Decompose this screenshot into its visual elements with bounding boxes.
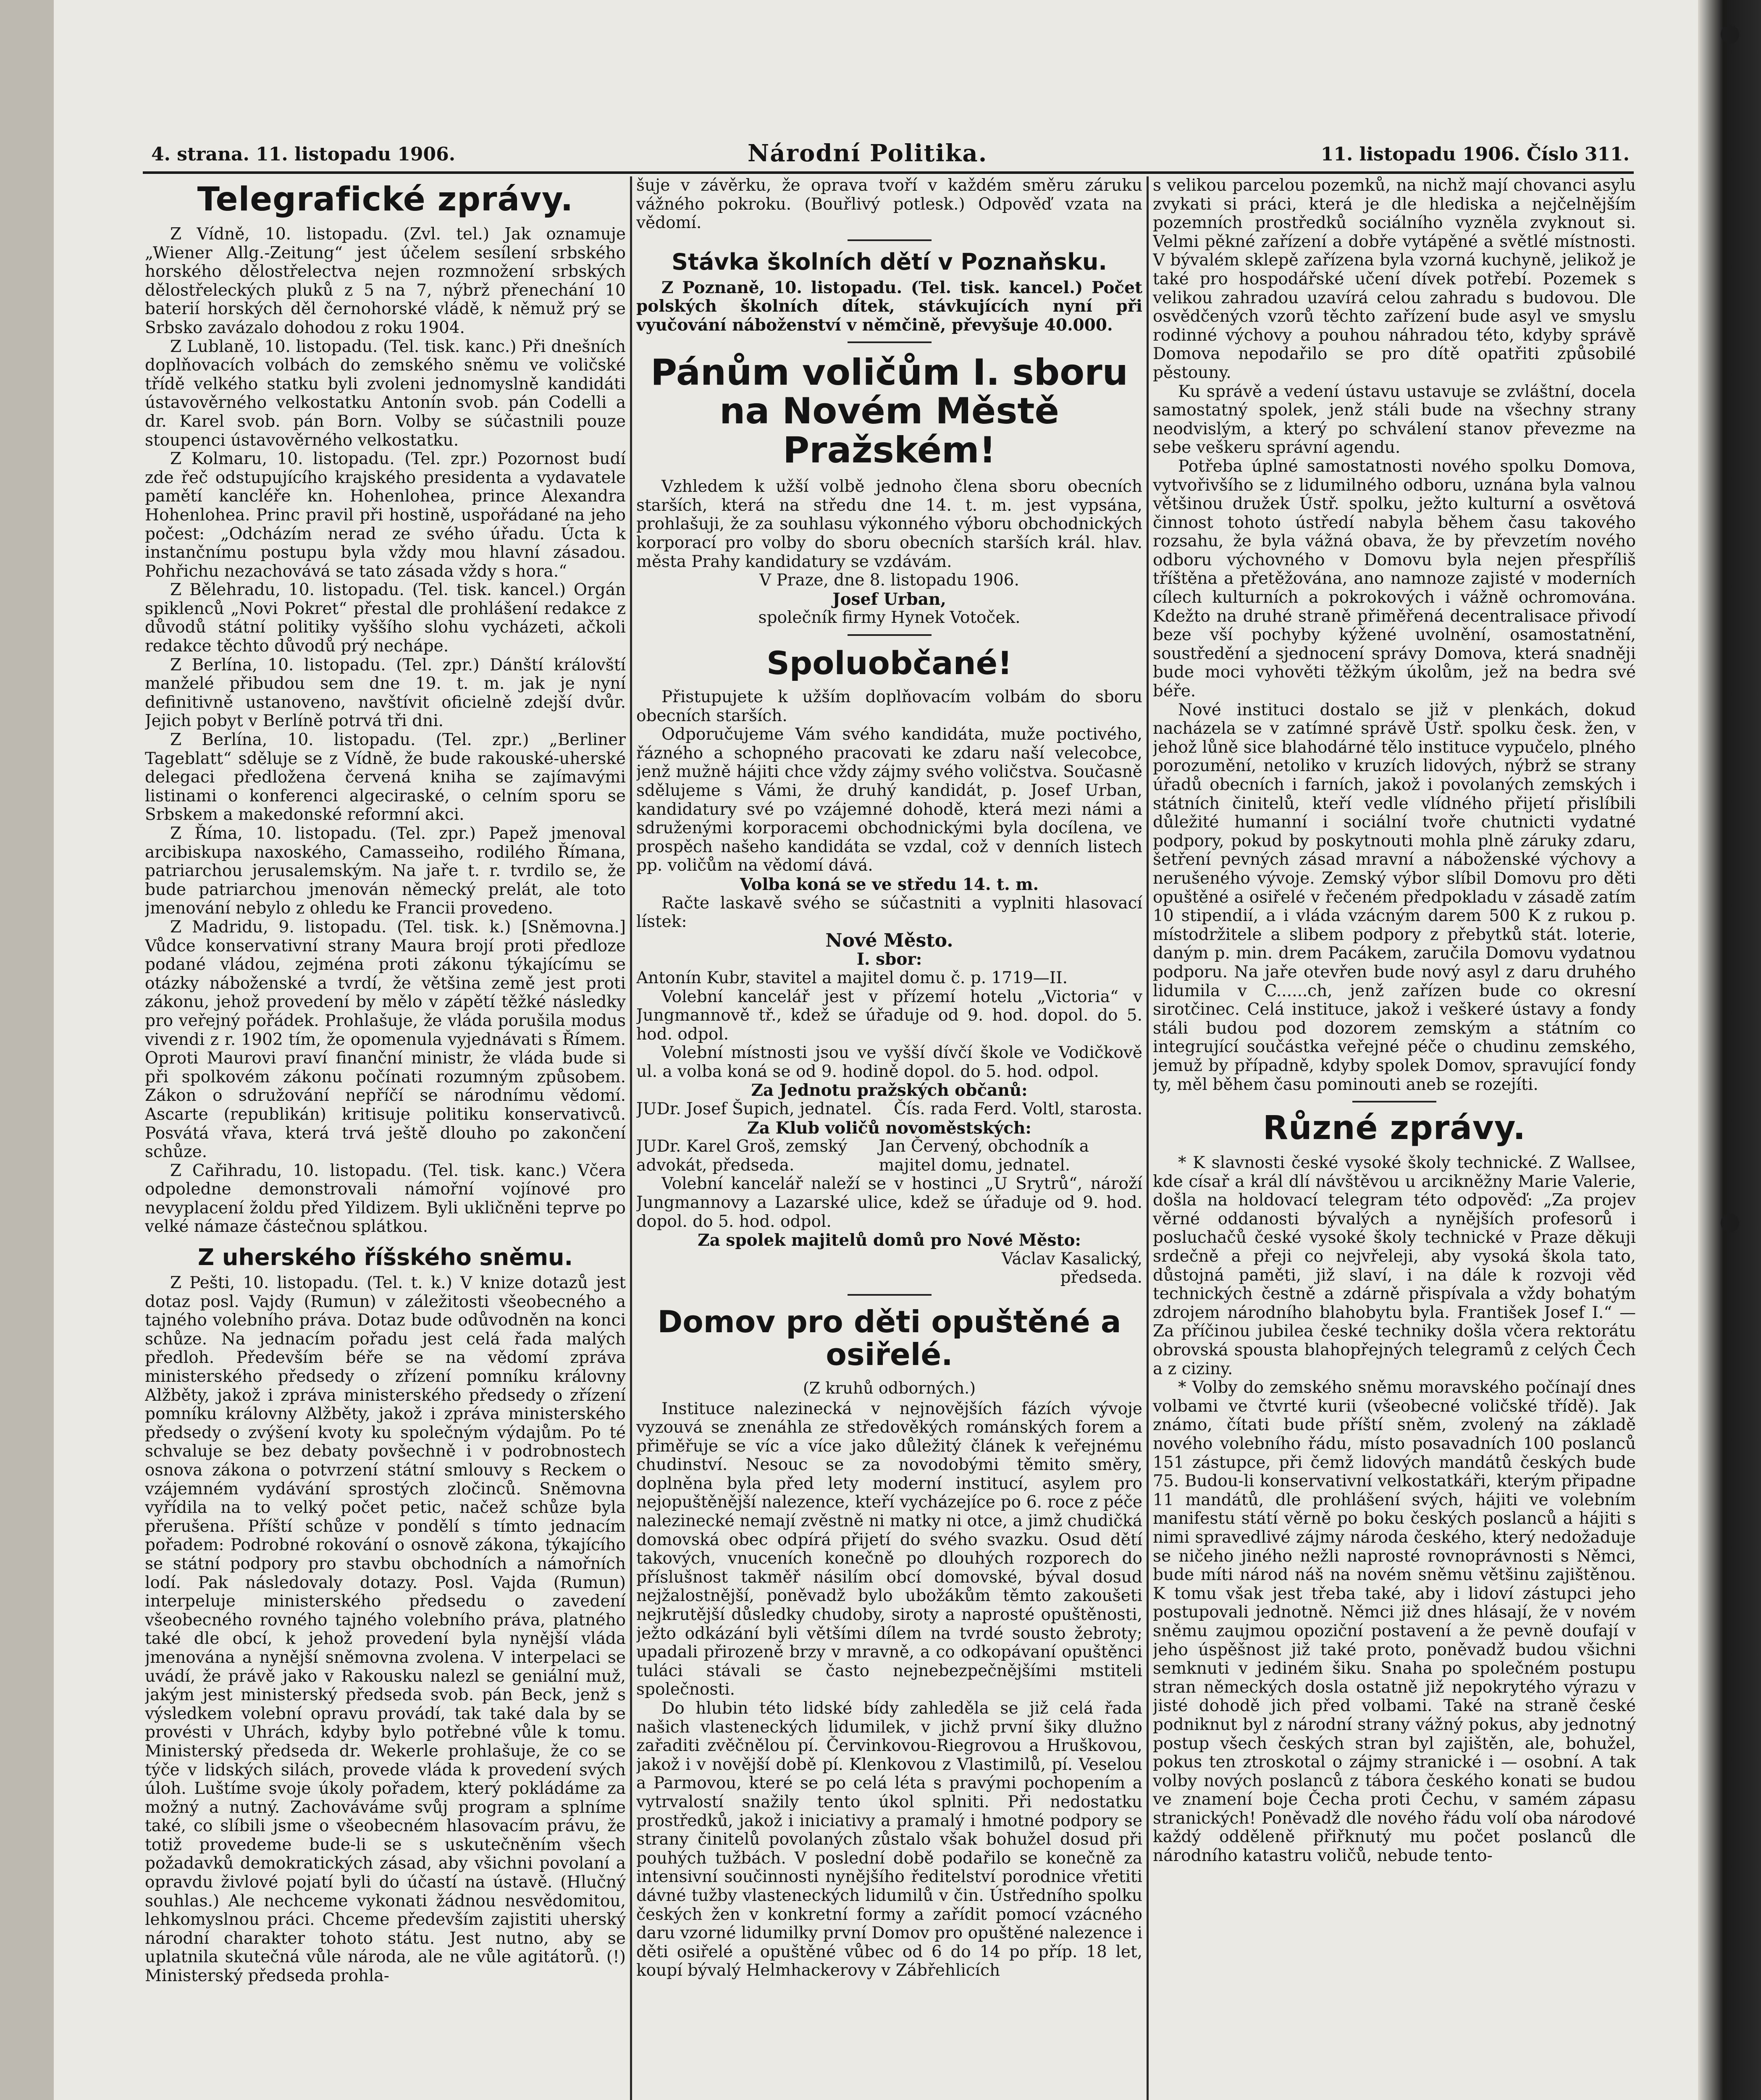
article-paragraph: Z Bělehradu, 10. listopadu. (Tel. tisk. kancel.) Orgán spiklenců „Novi Pokret“ přestal dle prohlášení redakce z důvodů státní politiky vyššího slohu vycházeti, ačkoli redakce těchto důvodů prý nechápe.	[145, 580, 626, 656]
article-paragraph: Volební kancelář jest v přízemí hotelu „Victoria“ v Jungmannově tř., kdež se úřaduje od 9. hod. dopol. do 5. hod. odpol.	[636, 987, 1142, 1044]
section-title-hungarian-diet: Z uherského říšského sněmu.	[198, 1244, 573, 1271]
article-paragraph: Vzhledem k užší volbě jednoho člena sboru obecních starších, která na středu dne 14. t. m. jest vypsána, prohlašuji, že za souhlasu výkonného výboru obchodnických korporací pro volby do sboru obecních starších král. hlav. města Prahy kandidatury se vzdávám.	[636, 477, 1142, 571]
article-paragraph: šuje v závěrku, že oprava tvoří v každém směru záruku vážného pokroku. (Bouřlivý potlesk.) Odpověď vzata na vědomí.	[636, 176, 1142, 233]
signature-name: Josef Urban,	[832, 589, 946, 609]
article-paragraph: Z Madridu, 9. listopadu. (Tel. tisk. k.) [Sněmovna.] Vůdce konservativní strany Maura brojí proti předloze podané vládou, zejména proti zákonu týkajícímu se otázky náboženské a tvrdí, že většina země jest proti zákonu, jehož provedení by mělo v zápětí těžké následky pro veřejný pořádek. Prohlašuje, že vláda porušila modus vivendi z r. 1902 tím, že opomenula vyjednávati s Římem. Oproti Maurovi praví finanční ministr, že vláda bude si při spolkovém zákonu počínati rozumným způsobem. Zákon o sdružování nepříčí se národnímu vědomí. Ascarte (republikán) kritisuje politiku konservativců. Posvátá vřava, která trvá ještě dlouho po zakončení schůze.	[145, 917, 626, 1162]
election-date: Volba koná se ve středu 14. t. m.	[740, 874, 1039, 894]
signatory-left: JUDr. Josef Šupich, jednatel.	[636, 1100, 872, 1119]
article-paragraph: Instituce nalezinecká v nejnovějších fázích vývoje vyzouvá se znenáhla ze středověkých románských forem a přiměřuje se víc a více jako důležitý článek k veřejnému chudinství. Nesouc se za novodobými těmito směry, doplněna byla před lety moderní institucí, asylem pro nejopuštěnější nalezence, kteří vycházejíce po 6. roce z péče nalezinecké nemají zvěstně ni matky ni otce, a jimž chudičká domovská obec odpírá přijetí do svého svazku. Osud dětí takových, vnuceních konečně po dlouhých rozporech do příslušnost takměř násilím obcí domovské, býval dosud nejžalostnější, poněvadž bylo ubožákům těmto zakoušeti nejkrutější důsledky chudoby, siroty a naprosté opuštěnosti, ježto odkázání byli většími dílem na tvrdé sousto žebroty; upadali přirozeně brzy v mravně, a co odkopávaní opuštěnci tuláci stávali se často nejnebezpečnějšími mstiteli společnosti.	[636, 1399, 1142, 1699]
article-paragraph: * Volby do zemského sněmu moravského počínají dnes volbami ve čtvrté kurii (všeobecné voličské třídě). Jak známo, čítati bude příští sněm, zvolený na základě nového volebního řádu, místo posavadních 100 poslanců 151 zástupce, při čemž lidových mandátů českých bude 75. Budou-li konservativní velkostatkáři, kterým připadne 11 mandátů, dle prohlášení svých, hájiti ve volebním manifestu státí věrně po boku českých poslanců a hájiti s nimi spravedlivé zájmy národa českého, který nedožaduje se ničeho jiného nežli naprosté rovnoprávnosti s Němci, bude míti národ náš na novém sněmu většinu zajištěnou. K tomu však jest třeba také, aby i lidoví zástupci jeho postupovali jednotně. Němci již dnes hlásají, že v novém sněmu zaujmou opoziční postavení a že pevně doufají v jeho úspěšnost již také proto, poněvadž budou všichni semknuti v jediném šiku. Snaha po společném postupu stran německých dosla ostatně již nepokrytého výrazu v jisté dohodě jich před volbami. Také na straně české podniknut byl z národní strany vážný pokus, aby jednotný postup všech českých stran byl zajištěn, ale, bohužel, pokus ten ztroskotal o zájmy stranické i — osobní. A tak volby nových poslanců z tábora českého konati se budou ve znamení boje Čecha proti Čechu, v samém zápasu stranických! Poněvadž dle nového řádu volí oba národové každý odděleně přiřknutý mu počet poslanců dle národního katastru voličů, nebude tento-	[1153, 1378, 1636, 1866]
signatory-right: Jan Červený, obchodník a majitel domu, jednatel.	[879, 1137, 1089, 1175]
signatories	[636, 1100, 1142, 1119]
section-title-orphan-home: Domov pro děti opuštěné a osiřelé.	[657, 1304, 1121, 1372]
article-paragraph: Ku správě a vedení ústavu ustavuje se zvláštní, docela samostatný spolek, jenž stáli bude na všechny strany neodvislým, a který po schválení stanov převezme na sebe veškeru správní agendu.	[1153, 382, 1636, 457]
header-issue: 11. listopadu 1906. Číslo 311.	[1320, 144, 1630, 165]
article-paragraph: * K slavnosti české vysoké školy technické. Z Wallsee, kde císař a král dlí návštěvou u arcikněžny Marie Valerie, došla na holdovací telegram této odpověď: „Za projev věrné oddanosti bývalých a nynějších profesorů i posluchačů české vysoké školy technické v Praze děkuji srdečně a přeji co nejvřeleji, aby vysoká škola tato, důstojná paměti, již slaví, i na dále k rozvoji věd technických čestně a zdárně přispívala a vždy bohatým zdrojem národního blahobytu byla. František Josef I.“ — Za příčinou jubilea české techniky došla včera rektorátu obrovská spousta blahopřejných telegramů z celých Čech a z ciziny.	[1153, 1153, 1636, 1378]
divider	[848, 239, 932, 241]
section-title-citizens: Spoluobčané!	[766, 644, 1012, 682]
divider	[848, 634, 932, 636]
section-title-voters-appeal: Pánům voličům I. sboru na Novém Městě Pražském!	[651, 351, 1128, 472]
article-paragraph: Z Berlína, 10. listopadu. (Tel. zpr.) Dánští královští manželé přibudou sem dne 19. t. m. jak je nyní definitivně ustanoveno, navštívit oficielně zdejší dvůr. Jejich pobyt v Berlíně potrvá tři dni.	[145, 655, 626, 731]
column-3	[1153, 176, 1636, 2100]
article-paragraph: Potřeba úplné samostatnosti nového spolku Domova, vytvořivšího se z lidumilného odboru, uznána byla valnou většinou družek Ústř. spolku, ježto kulturní a osvětová činnost tohoto ústředí nabyla během času takového rozsahu, že byla vážná obava, že by převzetím nového odboru výchovného v Domovu byla nejen přespříliš tříštěna a přetěžována, ano namnoze zajisté v moderních cílech kulturních a pokrokových i vážně ochromována. Kdežto na druhé straně přiměřená decentralisace přivodí beze vší pochyby kýžené uvolnění, osamostatnění, soustředění a sjednocení správy Domova, která snadněji bude moci vyhověti těžkým úkolům, jež na bedra své béře.	[1153, 457, 1636, 701]
masthead-title: Národní Politika.	[748, 139, 988, 167]
article-paragraph: Z Poznaně, 10. listopadu. (Tel. tisk. kancel.) Počet polských školních dítek, stávkujících nyní při vyučování náboženství v němčině, převyšuje 40.000.	[636, 278, 1142, 335]
header-page-date: 4. strana. 11. listopadu 1906.	[151, 144, 456, 165]
article-paragraph: Račte laskavě svého se súčastniti a vyplniti hlasovací lístek:	[636, 893, 1142, 932]
scan-right-margin	[1698, 0, 1761, 2100]
signatory-org: Za Klub voličů novoměstských:	[747, 1118, 1031, 1138]
voting-body: I. sbor:	[856, 950, 922, 969]
article-paragraph: Z Vídně, 10. listopadu. (Zvl. tel.) Jak oznamuje „Wiener Allg.-Zeitung“ jest účelem sesílení srbského horského dělostřelectva nejen rozmnožení srbských dělostřeleckých pluků z 5 na 7, nýbrž přenechání 10 baterií horských děl černohorské vládě, k němuž prý se Srbsko zavázalo dohodou z roku 1904.	[145, 225, 626, 337]
column-2	[636, 176, 1142, 2100]
signatory-right: Čís. rada Ferd. Voltl, starosta.	[894, 1100, 1142, 1119]
article-paragraph: Odporučujeme Vám svého kandidáta, muže poctivého, řázného a schopného pracovati ke zdaru naší velecobce, jenž mužně hájiti chce vždy zájmy svého voličstva. Současně sdělujeme s Vámi, že druhý kandidát, p. Josef Urban, kandidatury své po vzájemné dohodě, která mezi námi a sdruženými korporacemi obchodnickými byla docílena, ve prospěch našeho kandidáta se vzdal, což v denních listech pp. voličům na vědomí dává.	[636, 725, 1142, 875]
article-paragraph: Volební kancelář naleží se v hostinci „U Srytrů“, nároží Jungmannovy a Lazarské ulice, kdež se úřaduje od 9. hod. dopol. do 5. hod. odpol.	[636, 1174, 1142, 1231]
article-subtitle: (Z kruhů odborných.)	[803, 1378, 976, 1397]
signatory-left: JUDr. Karel Groš, zemský advokát, předseda.	[636, 1137, 848, 1175]
scan-left-margin	[0, 0, 54, 2100]
binding-hole	[1721, 1214, 1739, 1232]
page-header	[151, 135, 1630, 169]
article-paragraph: Z Říma, 10. listopadu. (Tel. zpr.) Papež jmenoval arcibiskupa naxoského, Camasseiho, rodilého Římana, patriarchou jerusalemským. Na jaře t. r. tvrdilo se, že bude patriarchou jmenován německý prelát, ale toto jmenování nebylo z ohledu ke Francii provedeno.	[145, 824, 626, 918]
article-paragraph: Přistupujete k užším doplňovacím volbám do sboru obecních starších.	[636, 688, 1142, 725]
column-1	[145, 176, 626, 2100]
article-paragraph: Volební místnosti jsou ve vyšší dívčí škole ve Vodičkově ul. a volba koná se od 9. hodině dopol. do 5. hod. odpol.	[636, 1043, 1142, 1081]
signatory-org: Za Jednotu pražských občanů:	[751, 1081, 1028, 1100]
section-title-telegrams: Telegrafické zprávy.	[197, 181, 574, 218]
candidate: Antonín Kubr, stavitel a majitel domu č. p. 1719—II.	[636, 968, 1068, 987]
article-paragraph: Nové instituci dostalo se již v plenkách, dokud nacházela se v zatímné správě Ústř. spolku česk. žen, v jehož lůně sice blahodárné tělo instituce vypučelo, plného porozumění, netoliko v kruzích lidových, nýbrž se strany úřadů obecních i farních, jakož i povolaných zemských i státních činitelů, kteří vedle vlídného přijetí přislíbili důležité humanní i sociální tvoře chutnicti vydatné podpory, pokud by poskytnouti mohla plně záruky zdaru, šetření pevných zásad mravní a náboženské výchovy a nerušeného vývoje. Zemský výbor slíbil Domovu pro děti opuštěné a osiřelé v řečeném předpokladu v zásadě zatím 10 stipendií, a i vláda vzácným darem 500 K z rukou p. místodržitele a slibem podpory z přebytků stát. loterie, daným p. min. drem Pacákem, zaručila Domovu vydatnou podporu. Na jaře otevřen bude nový asyl z daru druhého lidumila v C......ch, jenž zařízen bude co okresní sirotčinec. Celá instituce, jakož i veškeré ústavy a fondy stáli budou pod dozorem zemským a státním co integrující součástka veřejné péče o chudinu zemského, jemuž by případně, kdyby spolek Domov, spravující fondy ty, měl během času pominouti aneb se rozejíti.	[1153, 700, 1636, 1094]
signatories	[636, 1137, 1142, 1175]
binding-hole	[1721, 25, 1739, 44]
column-divider	[1147, 176, 1149, 2100]
district-name: Nové Město.	[825, 929, 953, 951]
header-rule	[143, 171, 1634, 174]
signatory-title: předseda.	[1060, 1268, 1142, 1287]
article-paragraph: Z Cařihradu, 10. listopadu. (Tel. tisk. kanc.) Včera odpoledne demonstrovali námořní vojínové pro nevyplacení žoldu před Yildizem. Byli ukličněni teprve po velké námaze částečnou splátkou.	[145, 1161, 626, 1236]
article-paragraph: Z Pešti, 10. listopadu. (Tel. t. k.) V knize dotazů jest dotaz posl. Vajdy (Rumun) v záležitosti všeobecného a tajného volebního práva. Dotaz bude odůvodněn na konci schůze. Na jednacím pořadu jest celá řada malých předloh. Především béře se na vědomí zpráva ministerského předsedy o zřízení pomníku královny Alžběty, jakož i zpráva ministerského předsedy o zřízení pomníku královny Alžběty, jakož i zpráva ministerského předsedy o zvýšení kvoty ku společným výdajům. Po té schvaluje se bez debaty povšechně i v podrobnostech osnova zákona o potvrzení státní smlouvy s Reckem o vzájemném vydávání sprostých zločinců. Sněmovna vyřídila na to velký počet petic, načež schůze byla přerušena. Příští schůze v pondělí s tímto jednacím pořadem: Podrobné rokování o osnově zákona, týkajícího se státní podpory pro stavbu obchodních a námořních lodí. Pak následovaly dotazy. Posl. Vajda (Rumun) interpeluje ministerského předsedu o zavedení všeobecného rovného tajného volebního práva, platného také dle obcí, k jehož provedení byla nynější vláda jmenována a nynější sněmovna zvolena. V interpelaci se uvádí, že právě jako v Rakousku nalezl se geniální muž, jakým jest ministerský předseda svob. pán Beck, jenž s výsledkem volební opravu provádí, tak také dala by se provésti v Uhrách, kdyby bylo potřebné vůle k tomu. Ministerský předseda dr. Wekerle prohlašuje, že co se týče v lidských silách, provede vláda k provedení svých úloh. Luštíme svoje úkoly pořadem, který pokládáme za možný a nutný. Zachováváme svůj program a splníme také, co slíbili jsme o všeobecném hlasovacím právu, že totiž provedeme bude-li se s uskutečněním všech požadavků demokratických zásad, aby všichni povolaní a opravdu živlové pojatí byli do účastí na ústavě. (Hlučný souhlas.) Ale nechceme vykonati žádnou nesvědomitou, lehkomyslnou práci. Chceme především zajistiti uherský národní charakter tohoto státu. Jest nutno, aby se uplatnila skutečná vůle národa, ale ne vůle agitátorů. (!) Ministerský předseda prohla-	[145, 1273, 626, 1986]
signatory-org: Za spolek majitelů domů pro Nové Město:	[698, 1231, 1081, 1250]
signature-place-date: V Praze, dne 8. listopadu 1906.	[759, 571, 1019, 590]
divider	[848, 1294, 932, 1296]
section-title-miscellaneous: Různé zprávy.	[1262, 1109, 1526, 1147]
divider	[848, 341, 932, 343]
divider	[1352, 1101, 1436, 1102]
section-title-school-strike: Stávka školních dětí v Poznaňsku.	[672, 248, 1107, 275]
signature-title: společník firmy Hynek Votoček.	[758, 608, 1021, 627]
article-paragraph: Z Lublaně, 10. listopadu. (Tel. tisk. kanc.) Při dnešních doplňovacích volbách do zemského sněmu ve voličské třídě velkého statku byli zvoleni jednomyslně kandidáti ústavověrného velkostatku Antonín svob. pán Codelli a dr. Karel svob. pán Born. Volby se súčastnili pouze stoupenci ústavověrného velkostatku.	[145, 337, 626, 450]
column-divider	[630, 176, 632, 2100]
signatory-name: Václav Kasalický,	[1001, 1249, 1142, 1268]
article-paragraph: Z Kolmaru, 10. listopadu. (Tel. zpr.) Pozornost budí zde řeč odstupujícího krajského presidenta a vydavatele pamětí kancléře kn. Hohenlohea, prince Alexandra Hohenlohea. Princ pravil při hostině, uspořádané na jeho počest: „Odcházím nerad ze svého úřadu. Úcta k instančnímu postupu byla vždy mou hlavní zásadou. Pohřichu nezachovává se tato zásada vždy s hora.“	[145, 449, 626, 581]
article-paragraph: Do hlubin této lidské bídy zahleděla se již celá řada našich vlasteneckých lidumilek, v jichž první šiky dlužno zařaditi zvěčnělou pí. Červinkovou-Riegrovou a Hruškovou, jakož i v novější době pí. Klenkovou z Vlastimilů, pí. Veselou a Parmovou, které se po celá léta s pravými pochopením a vytrvalostí snažily tento úkol splniti. Při nedostatku prostředků, jakož i iniciativy a pramalý i hmotné podpory se strany činitelů povolaných zůstalo však bohužel dosud při pouhých tužbách. V poslední době podařilo se konečně za intensivní součinnosti nynějšího ředitelství porodnice vřetiti dávné tužby vlasteneckých lidumilů v čin. Ústředního spolku českých žen v konkretní formy a zařídit pomocí vzácného daru vzorné lidumilky první Domov pro opuštěné nalezence i děti osiřelé a opuštěné vůbec od 6 do 14 po příp. 18 let, koupí bývalý Helmhackerovy v Zábřehlicích	[636, 1699, 1142, 1980]
article-paragraph: Z Berlína, 10. listopadu. (Tel. zpr.) „Berliner Tageblatt“ sděluje se z Vídně, že bude rakouské-uherské delegaci předložena červená kniha se zajímavými listinami o konferenci algeciraské, o celním sporu se Srbskem a makedonské reformní akci.	[145, 730, 626, 824]
article-paragraph: s velikou parcelou pozemků, na nichž mají chovanci asylu zvykati si práci, která je dle hlediska a nejčelnějším pozemních prostředků sociálního vyzněla zvyknout si. Velmi pěkné zařízení a dobře vytápěné a světlé místnosti. V bývalém sklepě zařízena byla vzorná kuchyně, jelikož je také pro hospodářské učení dívek potřebí. Pozemek s velikou zahradou uzavírá celou zahradu s budovou. Dle osvědčených vzorů těchto zařízení bude asyl ve smyslu rodinné výchovy a pouhou náhradou této, kdyby správě Domova nepodařilo se pro dítě opatřiti způsobilé pěstouny.	[1153, 176, 1636, 382]
